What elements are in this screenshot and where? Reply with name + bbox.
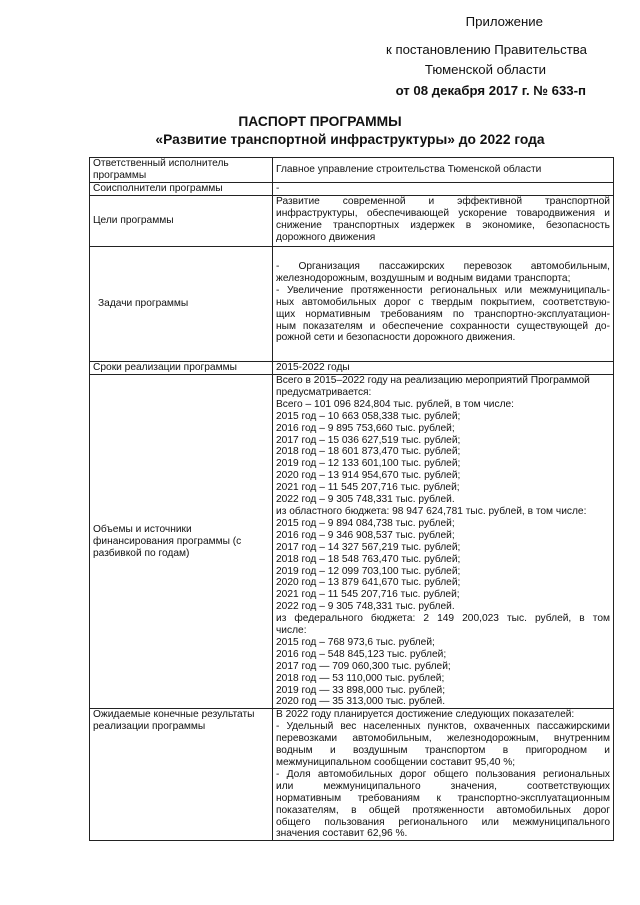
funding-line: 2016 год – 548 845,123 тыс. рублей; xyxy=(276,648,447,660)
results-line: - Доля автомобильных дорог общего пользования региональных xyxy=(276,768,610,780)
tasks-line: рожной сети и безопасности дорожного движения. xyxy=(276,332,516,344)
results-value xyxy=(273,709,614,841)
funding-line: 2017 год – 15 036 627,519 тыс. рублей; xyxy=(276,434,461,446)
tasks-line: щих нормативным требованиям по транспортно-эксплуатацион- xyxy=(276,308,610,320)
funding-line: 2020 год – 13 914 954,670 тыс. рублей; xyxy=(276,470,461,482)
funding-label: Объемы и источники финансирования программы (с разбивкой по годам) xyxy=(90,375,273,709)
decree-date-number: от 08 декабря 2017 г. № 633-п xyxy=(395,83,586,98)
tasks-value xyxy=(273,247,614,362)
funding-line: 2018 год — 53 110,000 тыс. рублей; xyxy=(276,672,445,684)
results-line: межмуниципальном сообщении составит 95,40 %; xyxy=(276,757,516,768)
tasks-label: Задачи программы xyxy=(90,247,273,362)
row-terms xyxy=(90,362,614,375)
funding-line: 2015 год – 9 894 084,738 тыс. рублей; xyxy=(276,517,455,529)
funding-line: 2018 год – 18 548 763,470 тыс. рублей; xyxy=(276,553,461,565)
tasks-line: железнодорожным, воздушным и водным видами транспорта; xyxy=(276,272,571,284)
funding-line: 2021 год – 11 545 207,716 тыс. рублей; xyxy=(276,482,460,494)
program-title: «Развитие транспортной инфраструктуры» до 2022 года xyxy=(155,132,545,147)
passport-table xyxy=(89,157,614,841)
coexecutors-label: Соисполнители программы xyxy=(90,183,273,196)
results-line: - Удельный вес населенных пунктов, охваченных пассажирскими xyxy=(276,721,610,733)
tasks-line: ным показателям и обеспечение сохранности существующей до- xyxy=(276,320,610,332)
funding-value xyxy=(273,375,614,709)
funding-line: 2022 год – 9 305 748,331 тыс. рублей. xyxy=(276,601,455,613)
results-line: показателям, в общей протяженности автомобильных дорог xyxy=(276,804,610,816)
funding-line: 2016 год – 9 895 753,660 тыс. рублей; xyxy=(276,422,455,434)
responsible-label: Ответственный исполнитель программы xyxy=(90,158,273,183)
funding-line: 2018 год – 18 601 873,470 тыс. рублей; xyxy=(276,446,461,458)
funding-line: 2017 год – 14 327 567,219 тыс. рублей; xyxy=(276,541,461,553)
funding-line: 2016 год – 9 346 908,537 тыс. рублей; xyxy=(276,529,455,541)
row-responsible xyxy=(90,158,614,183)
tasks-line: ных автомобильных дорог с твердым покрытием, соответствую- xyxy=(276,296,610,308)
funding-line: 2015 год – 10 663 058,338 тыс. рублей; xyxy=(276,410,461,422)
goals-label: Цели программы xyxy=(90,196,273,247)
results-line: или межмуниципального значения, соответствующих xyxy=(276,780,610,792)
row-goals xyxy=(90,196,614,247)
goals-value xyxy=(273,196,614,247)
funding-line: из федерального бюджета: 2 149 200,023 тыс. рублей, в том xyxy=(276,613,610,625)
passport-title: ПАСПОРТ ПРОГРАММЫ xyxy=(238,114,402,129)
tasks-line: - Организация пассажирских перевозок автомобильным, xyxy=(276,261,610,272)
funding-line: 2022 год – 9 305 748,331 тыс. рублей. xyxy=(276,494,455,506)
responsible-value: Главное управление строительства Тюменской области xyxy=(273,158,614,183)
row-coexecutors xyxy=(90,183,614,196)
funding-line: числе: xyxy=(276,625,307,637)
decree-reference: к постановлению Правительства xyxy=(386,42,587,57)
goals-line: дорожного движения xyxy=(276,231,376,243)
funding-line: 2017 год — 709 060,300 тыс. рублей; xyxy=(276,660,451,672)
results-line: перевозками автомобильным, железнодорожным, внутренним xyxy=(276,733,610,745)
results-line: значения составит 62,96 %. xyxy=(276,828,408,840)
funding-line: 2019 год – 12 099 703,100 тыс. рублей; xyxy=(276,565,461,577)
funding-line: 2019 год – 12 133 601,100 тыс. рублей; xyxy=(276,458,461,470)
terms-label: Сроки реализации программы xyxy=(90,362,273,375)
funding-line: 2021 год – 11 545 207,716 тыс. рублей; xyxy=(276,589,460,601)
results-label: Ожидаемые конечные результаты реализации программы xyxy=(90,709,273,841)
row-tasks xyxy=(90,247,614,362)
funding-line: из областного бюджета: 98 947 624,781 тыс. рублей, в том числе: xyxy=(276,505,587,517)
region-name: Тюменской области xyxy=(424,62,546,77)
goals-line: инфраструктуры, обеспечивающей ускорение товародвижения и xyxy=(276,207,610,219)
funding-line: 2020 год – 13 879 641,670 тыс. рублей; xyxy=(276,577,461,589)
funding-line: Всего в 2015–2022 году на реализацию мероприятий Программой xyxy=(276,375,590,386)
appendix-label: Приложение xyxy=(465,14,543,29)
funding-line: предусматривается: xyxy=(276,386,372,398)
coexecutors-value: - xyxy=(273,183,614,196)
results-line: общего пользования регионального или межмуниципального xyxy=(276,816,610,828)
terms-value: 2015-2022 годы xyxy=(273,362,614,375)
row-funding xyxy=(90,375,614,709)
results-line: нормативным требованиям к транспортно-эксплуатационным xyxy=(276,792,610,804)
funding-line: 2019 год — 33 898,000 тыс. рублей; xyxy=(276,684,446,696)
row-results xyxy=(90,709,614,841)
results-line: В 2022 году планируется достижение следующих показателей: xyxy=(276,709,575,721)
funding-line: 2020 год — 35 313,000 тыс. рублей. xyxy=(276,696,446,708)
tasks-line: - Увеличение протяженности региональных или межмуниципаль- xyxy=(276,284,610,296)
funding-line: 2015 год – 768 973,6 тыс. рублей; xyxy=(276,636,435,648)
results-line: водным и воздушным транспортом в пригородном и xyxy=(276,745,610,757)
goals-line: Развитие современной и эффективной транспортной xyxy=(276,196,610,207)
goals-line: снижение транспортных издержек в экономике, безопасность xyxy=(276,219,610,231)
funding-line: Всего – 101 096 824,804 тыс. рублей, в том числе: xyxy=(276,398,515,410)
